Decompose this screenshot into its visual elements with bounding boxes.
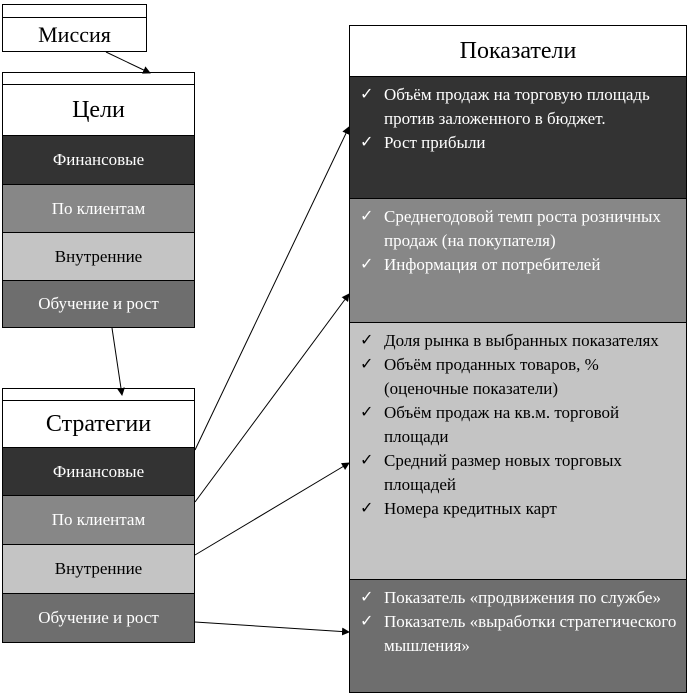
list-item: ✓ Объём продаж на кв.м. торговой площади <box>360 403 620 446</box>
strategy-financial: Финансовые <box>2 447 195 496</box>
arrow-strategy-internal <box>195 463 349 555</box>
list-item: ✓ Показатель «выработки стратегического мышления» <box>360 612 677 655</box>
check-icon: ✓ <box>360 356 374 373</box>
mission-title: Миссия <box>38 21 111 47</box>
arrow-strategy-learning <box>195 622 349 632</box>
indicators-clients <box>349 198 687 323</box>
list-item: ✓ Объём продаж на торговую площадь против заложенного в бюджет. <box>360 85 650 128</box>
list-item: ✓ Средний размер новых торговых площадей <box>360 451 622 494</box>
list-item: ✓ Среднегодовой темп роста розничных продаж (на покупателя) <box>360 207 661 250</box>
list-item: ✓ Номера кредитных карт <box>360 497 678 521</box>
indicators-learning <box>349 579 687 693</box>
check-icon: ✓ <box>360 404 374 421</box>
goals-header <box>2 84 195 136</box>
check-icon: ✓ <box>360 452 374 469</box>
check-icon: ✓ <box>360 332 374 349</box>
list-item: ✓ Показатель «продвижения по службе» <box>360 586 678 610</box>
goals-title: Цели <box>72 96 125 123</box>
arrow-mission-to-goals <box>106 52 150 73</box>
check-icon: ✓ <box>360 256 374 273</box>
check-icon: ✓ <box>360 86 374 103</box>
goal-internal: Внутренние <box>2 232 195 281</box>
indicators-header <box>349 25 687 77</box>
indicators-title: Показатели <box>459 37 577 64</box>
indicators-internal <box>349 322 687 580</box>
list-item: ✓ Информация от потребителей <box>360 253 678 277</box>
arrow-strategy-financial <box>195 127 349 450</box>
goal-financial: Финансовые <box>2 135 195 185</box>
mission-back-strip <box>2 4 147 18</box>
strategies-title: Стратегии <box>45 410 152 437</box>
arrow-strategy-clients <box>195 294 349 502</box>
goal-clients: По клиентам <box>2 184 195 233</box>
strategy-internal: Внутренние <box>2 544 195 594</box>
strategies-header <box>2 400 195 448</box>
check-icon: ✓ <box>360 134 374 151</box>
arrow-goals-to-strategies <box>112 328 122 395</box>
check-icon: ✓ <box>360 208 374 225</box>
check-icon: ✓ <box>360 589 374 606</box>
goal-learning: Обучение и рост <box>2 280 195 328</box>
mission-box <box>2 17 147 52</box>
strategy-learning: Обучение и рост <box>2 593 195 643</box>
list-item: ✓ Объём проданных товаров, % (оценочные показатели) <box>360 355 599 398</box>
check-icon: ✓ <box>360 613 374 630</box>
strategy-clients: По клиентам <box>2 495 195 545</box>
list-item: ✓ Доля рынка в выбранных показателях <box>360 329 678 353</box>
indicators-financial <box>349 76 687 199</box>
list-item: ✓ Рост прибыли <box>360 131 678 155</box>
check-icon: ✓ <box>360 500 374 517</box>
